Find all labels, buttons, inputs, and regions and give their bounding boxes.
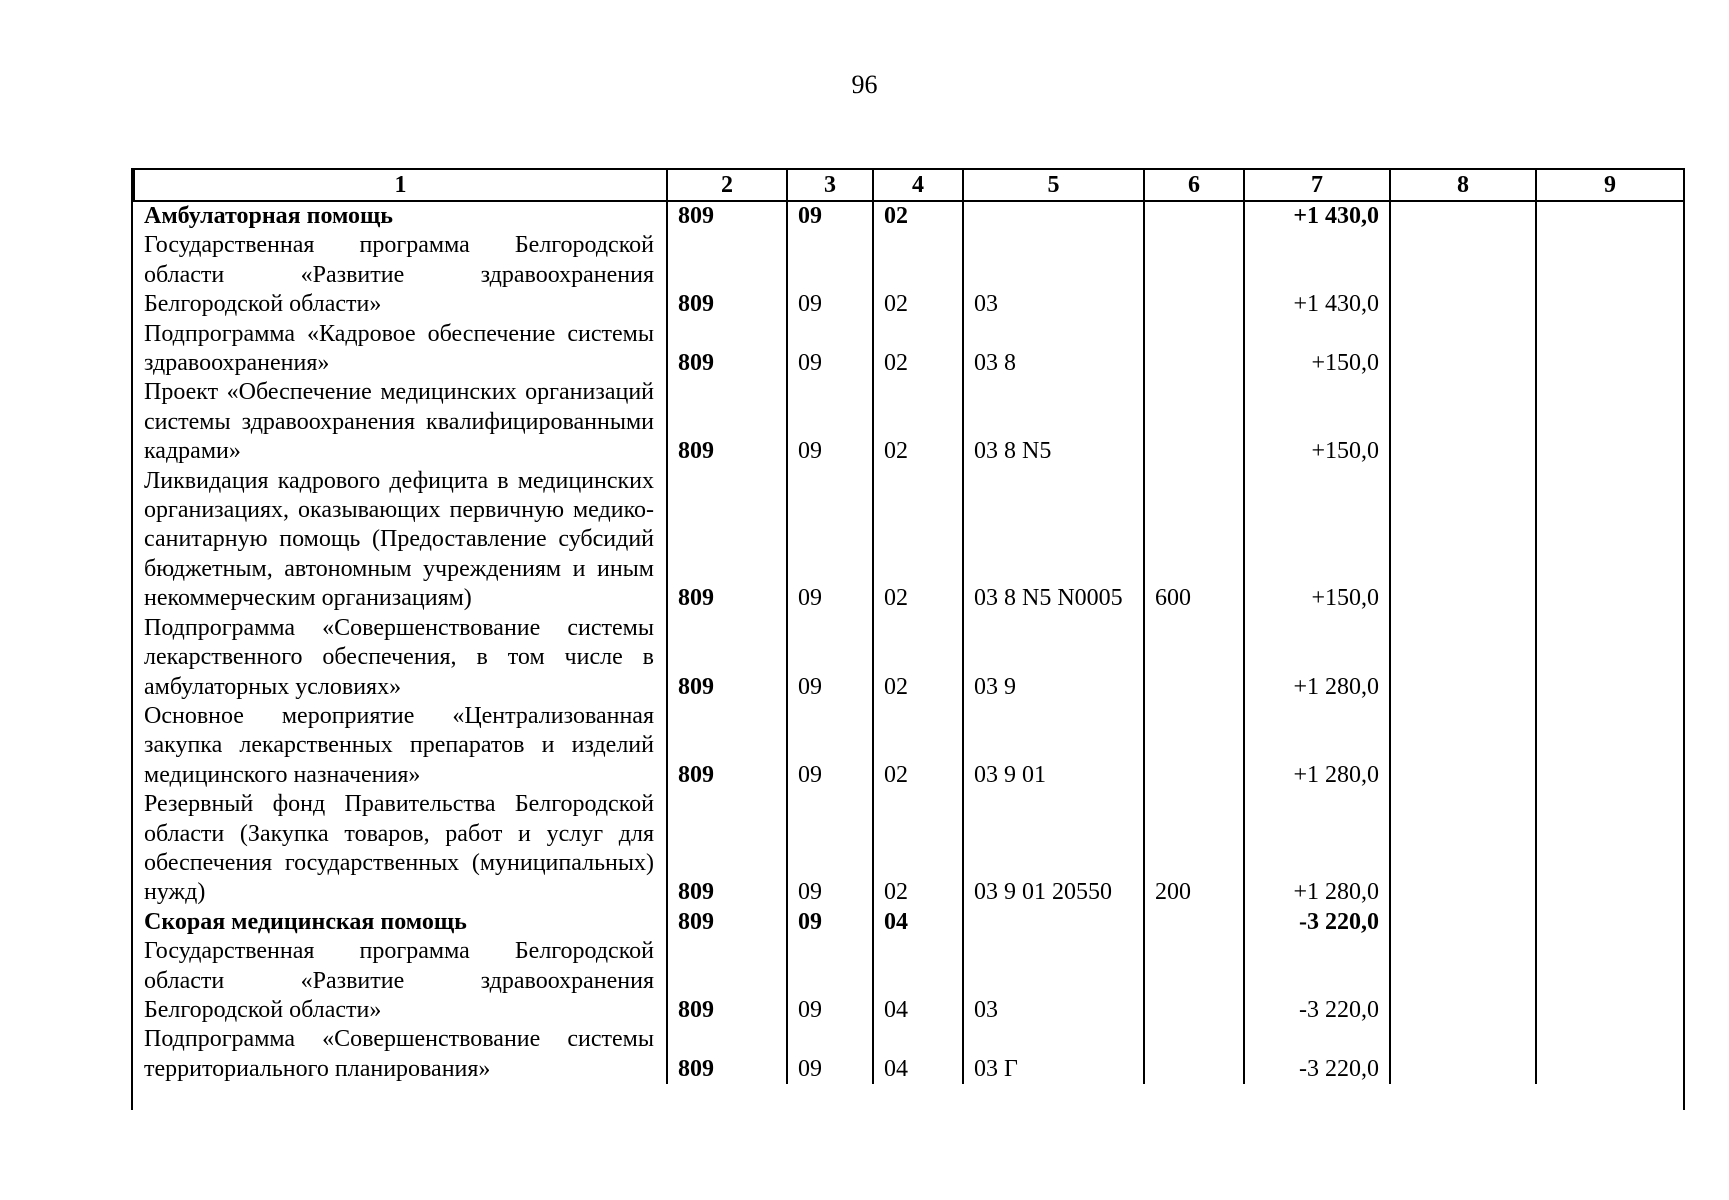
row-section-code: 09 [787, 908, 873, 937]
row-ministry-code: 809 [667, 702, 787, 790]
budget-table [133, 168, 1685, 1084]
row-ministry-code: 809 [667, 467, 787, 614]
row-col-8 [1390, 702, 1536, 790]
row-subsection-code: 02 [873, 320, 963, 379]
row-name: Основное мероприятие «Централизованная закупка лекарственных препаратов и изделий медицинского назначения» [134, 702, 667, 790]
header-col-5: 5 [963, 169, 1144, 201]
row-ministry-code: 809 [667, 908, 787, 937]
row-col-9 [1536, 231, 1684, 319]
row-target-code: 03 8 N5 N0005 [963, 467, 1144, 614]
row-expense-type [1144, 702, 1244, 790]
budget-table-wrapper [131, 168, 1685, 1110]
row-amount: +150,0 [1244, 378, 1390, 466]
header-col-4: 4 [873, 169, 963, 201]
row-name: Ликвидация кадрового дефицита в медицинских организациях, оказывающих первичную медико-санитарную помощь (Предоставление субсидий бюджетным, автономным учреждениям и иным некоммерческим организациям) [134, 467, 667, 614]
table-row [134, 320, 1684, 379]
row-expense-type [1144, 201, 1244, 231]
header-col-6: 6 [1144, 169, 1244, 201]
header-col-2: 2 [667, 169, 787, 201]
row-subsection-code: 04 [873, 937, 963, 1025]
row-name: Проект «Обеспечение медицинских организаций системы здравоохранения квалифицированными кадрами» [134, 378, 667, 466]
header-col-1: 1 [134, 169, 667, 201]
row-name: Государственная программа Белгородской области «Развитие здравоохранения Белгородской области» [134, 231, 667, 319]
row-ministry-code: 809 [667, 320, 787, 379]
row-expense-type [1144, 231, 1244, 319]
row-section-code: 09 [787, 378, 873, 466]
row-col-8 [1390, 378, 1536, 466]
row-col-9 [1536, 614, 1684, 702]
row-col-9 [1536, 937, 1684, 1025]
row-ministry-code: 809 [667, 614, 787, 702]
row-target-code [963, 201, 1144, 231]
header-col-3: 3 [787, 169, 873, 201]
row-target-code: 03 9 01 [963, 702, 1144, 790]
table-body [134, 201, 1684, 1084]
table-row [134, 908, 1684, 937]
row-subsection-code: 04 [873, 1025, 963, 1084]
row-col-8 [1390, 908, 1536, 937]
row-col-9 [1536, 467, 1684, 614]
row-subsection-code: 02 [873, 231, 963, 319]
row-ministry-code: 809 [667, 201, 787, 231]
row-section-code: 09 [787, 702, 873, 790]
row-section-code: 09 [787, 614, 873, 702]
row-col-9 [1536, 1025, 1684, 1084]
row-name: Резервный фонд Правительства Белгородской области (Закупка товаров, работ и услуг для обеспечения государственных (муниципальных) нужд) [134, 790, 667, 908]
row-section-code: 09 [787, 1025, 873, 1084]
row-amount: -3 220,0 [1244, 1025, 1390, 1084]
table-row [134, 1025, 1684, 1084]
row-name: Подпрограмма «Кадровое обеспечение системы здравоохранения» [134, 320, 667, 379]
row-col-9 [1536, 320, 1684, 379]
row-col-8 [1390, 937, 1536, 1025]
row-subsection-code: 02 [873, 702, 963, 790]
row-expense-type [1144, 937, 1244, 1025]
row-amount: +150,0 [1244, 320, 1390, 379]
row-subsection-code: 02 [873, 378, 963, 466]
row-section-code: 09 [787, 790, 873, 908]
row-col-9 [1536, 378, 1684, 466]
row-target-code: 03 Г [963, 1025, 1144, 1084]
row-target-code: 03 9 01 20550 [963, 790, 1144, 908]
row-col-9 [1536, 908, 1684, 937]
table-row [134, 614, 1684, 702]
table-row [134, 790, 1684, 908]
row-ministry-code: 809 [667, 790, 787, 908]
row-expense-type [1144, 1025, 1244, 1084]
row-expense-type [1144, 320, 1244, 379]
row-subsection-code: 04 [873, 908, 963, 937]
row-target-code: 03 9 [963, 614, 1144, 702]
row-target-code: 03 8 N5 [963, 378, 1144, 466]
row-subsection-code: 02 [873, 467, 963, 614]
table-row [134, 702, 1684, 790]
row-target-code: 03 [963, 231, 1144, 319]
row-section-code: 09 [787, 937, 873, 1025]
row-name: Государственная программа Белгородской области «Развитие здравоохранения Белгородской области» [134, 937, 667, 1025]
row-target-code [963, 908, 1144, 937]
row-ministry-code: 809 [667, 378, 787, 466]
header-col-8: 8 [1390, 169, 1536, 201]
row-ministry-code: 809 [667, 231, 787, 319]
row-expense-type [1144, 378, 1244, 466]
row-amount: +150,0 [1244, 467, 1390, 614]
row-col-9 [1536, 790, 1684, 908]
row-name: Подпрограмма «Совершенствование системы лекарственного обеспечения, в том числе в амбулаторных условиях» [134, 614, 667, 702]
row-amount: +1 280,0 [1244, 614, 1390, 702]
row-target-code: 03 [963, 937, 1144, 1025]
page-number: 96 [851, 70, 878, 99]
row-col-9 [1536, 702, 1684, 790]
table-row [134, 378, 1684, 466]
row-amount: +1 430,0 [1244, 231, 1390, 319]
row-col-8 [1390, 614, 1536, 702]
row-name: Скорая медицинская помощь [134, 908, 667, 937]
row-col-8 [1390, 467, 1536, 614]
row-subsection-code: 02 [873, 790, 963, 908]
row-section-code: 09 [787, 231, 873, 319]
header-col-9: 9 [1536, 169, 1684, 201]
row-col-8 [1390, 320, 1536, 379]
row-amount: -3 220,0 [1244, 937, 1390, 1025]
table-row [134, 467, 1684, 614]
row-amount: +1 280,0 [1244, 790, 1390, 908]
row-expense-type [1144, 614, 1244, 702]
row-expense-type: 600 [1144, 467, 1244, 614]
row-ministry-code: 809 [667, 1025, 787, 1084]
row-section-code: 09 [787, 201, 873, 231]
row-expense-type: 200 [1144, 790, 1244, 908]
row-ministry-code: 809 [667, 937, 787, 1025]
row-col-8 [1390, 201, 1536, 231]
row-expense-type [1144, 908, 1244, 937]
row-target-code: 03 8 [963, 320, 1144, 379]
row-amount: +1 280,0 [1244, 702, 1390, 790]
table-row [134, 201, 1684, 231]
row-subsection-code: 02 [873, 201, 963, 231]
row-amount: -3 220,0 [1244, 908, 1390, 937]
table-row [134, 937, 1684, 1025]
header-row [134, 169, 1684, 201]
row-col-8 [1390, 790, 1536, 908]
row-subsection-code: 02 [873, 614, 963, 702]
table-row [134, 231, 1684, 319]
header-col-7: 7 [1244, 169, 1390, 201]
row-col-9 [1536, 201, 1684, 231]
row-col-8 [1390, 1025, 1536, 1084]
row-amount: +1 430,0 [1244, 201, 1390, 231]
row-section-code: 09 [787, 320, 873, 379]
row-col-8 [1390, 231, 1536, 319]
row-name: Амбулаторная помощь [134, 201, 667, 231]
row-name: Подпрограмма «Совершенствование системы территориального планирования» [134, 1025, 667, 1084]
row-section-code: 09 [787, 467, 873, 614]
